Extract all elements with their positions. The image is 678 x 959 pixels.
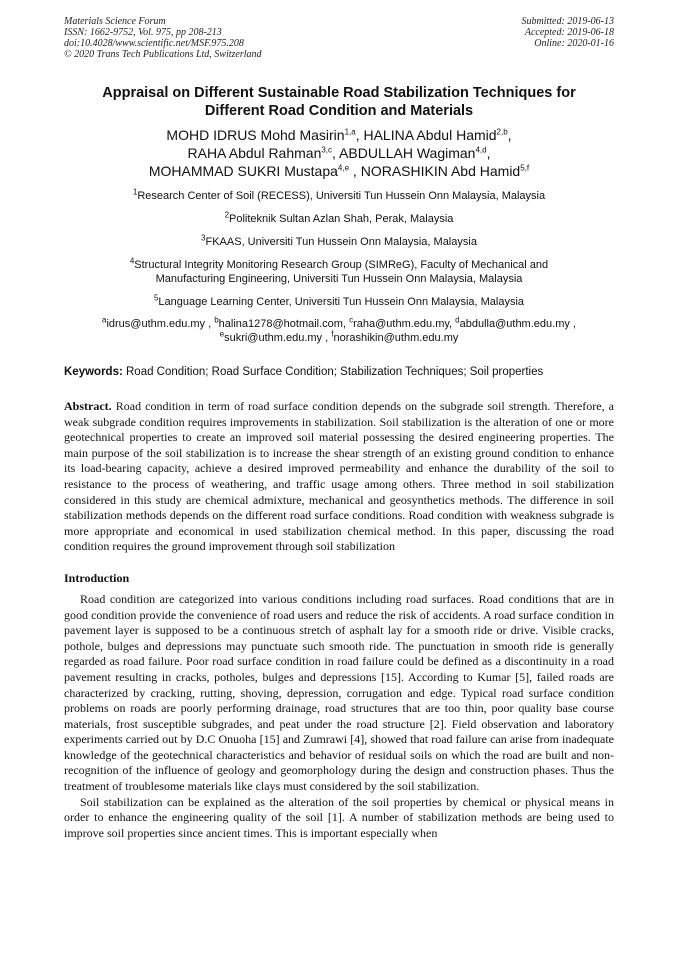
- abstract-label: Abstract.: [64, 399, 112, 413]
- intro-paragraph: Road condition are categorized into various conditions including road surfaces. Road conditions that are in good condition provide the convenience of road users and reduce the risk of accidents. A road surface condition in pavement layer is supposed to be a continuous stretch of asphalt lay for a smooth ride or drive. Visible cracks, pothole, bulges and depressions may punctuate such smooth ride. The punctuation in smooth ride is generally regarded as road failure. Poor road surface condition in road failure could be defined as a discontinuity in a road pavement resulting in cracks, potholes, bulges and depressions [15]. According to Kumar [5], failed roads are characterized by cracking, rutting, shoving, depression, corrugation and edge. Typical road surface condition problems on roads are poorly performing drainage, road structures that are too thin, poor quality base course materials, frost susceptible subgrades, and peat under the road structure [2]. Field observation and laboratory experiments carried out by D.C Onuoha [15] and Zumrawi [4], showed that road failure can arise from inadequate knowledge of the geotechnical characteristics and behavior of residual soils on which the road are built and non-recognition of the influence of geology and geomorphology during the design and construction phases. Thus the treatment of troublesome materials like clays must considered by the soil stabilization.: [64, 591, 614, 794]
- affiliation-text: Politeknik Sultan Azlan Shah, Perak, Malaysia: [229, 213, 454, 225]
- author-name: MOHAMMAD SUKRI Mustapa: [148, 163, 338, 179]
- author-name: RAHA Abdul Rahman: [187, 145, 322, 161]
- author-line: [64, 126, 614, 144]
- author-sup: 5,f: [520, 163, 530, 173]
- author-sup: 2,b: [496, 127, 508, 137]
- email-line: [64, 331, 614, 345]
- journal-header: [64, 16, 614, 60]
- author-sup: 3,c: [321, 145, 333, 155]
- email-address: raha@uthm.edu.my: [353, 318, 450, 330]
- email-address: abdulla@uthm.edu.my: [459, 318, 570, 330]
- author-line: [64, 162, 614, 180]
- author-name: ABDULLAH Wagiman: [339, 145, 476, 161]
- affiliation-text: Research Center of Soil (RECESS), Universiti Tun Hussein Onn Malaysia, Malaysia: [137, 190, 546, 202]
- affiliation-sup: 5: [153, 293, 159, 303]
- email-sup: e: [219, 329, 225, 339]
- section-heading-introduction: Introduction: [64, 570, 130, 585]
- accepted-date: Accepted: 2019-06-18: [524, 27, 614, 38]
- email-address: halina1278@hotmail.com: [218, 318, 343, 330]
- author-sup: 4,e: [337, 163, 350, 173]
- affiliation-text: Language Learning Center, Universiti Tun Hussein Onn Malaysia, Malaysia: [158, 296, 525, 308]
- affiliation-line: Manufacturing Engineering, Universiti Tun Hussein Onn Malaysia, Malaysia: [155, 273, 523, 285]
- affiliation-text: FKAAS, Universiti Tun Hussein Onn Malaysia, Malaysia: [205, 236, 477, 248]
- author-sup: 4,d: [475, 145, 487, 155]
- email-list: [64, 317, 614, 345]
- affiliation-sup: 4: [129, 256, 135, 266]
- affiliation-line: [64, 258, 614, 272]
- paper-title-line: Appraisal on Different Sustainable Road Stabilization Techniques for: [102, 85, 576, 101]
- email-sep: ,: [322, 332, 332, 344]
- affiliation-sup: 3: [201, 233, 206, 243]
- submitted-date: Submitted: 2019-06-13: [521, 16, 614, 27]
- online-date: Online: 2020-01-16: [534, 38, 614, 49]
- affiliation: [64, 258, 614, 286]
- author-name: NORASHIKIN Abd Hamid: [360, 163, 521, 179]
- affiliation-text: Structural Integrity Monitoring Research Group (SIMReG), Faculty of Mechanical and: [134, 259, 549, 271]
- keywords-label: Keywords:: [64, 366, 123, 378]
- abstract: [64, 399, 614, 555]
- affiliation: [64, 295, 614, 309]
- author-sep: ,: [349, 163, 361, 179]
- affiliation: [64, 189, 614, 203]
- author-sep: ,: [507, 127, 512, 143]
- journal-info: [64, 16, 262, 60]
- email-sep: ,: [205, 318, 215, 330]
- journal-doi: doi:10.4028/www.scientific.net/MSF.975.208: [64, 38, 244, 49]
- journal-name: Materials Science Forum: [64, 16, 166, 27]
- introduction-body: [64, 592, 614, 842]
- affiliation: [64, 212, 614, 226]
- author-sep: ,: [355, 127, 364, 143]
- author-list: [64, 126, 614, 180]
- paper-title: [64, 84, 614, 120]
- intro-paragraph: Soil stabilization can be explained as the alteration of the soil properties by chemical or physical means in order to enhance the engineering quality of the soil [1]. A number of stabilization methods are being used to improve soil properties since ancient times. This is important especially when: [64, 794, 614, 840]
- author-sep: ,: [332, 145, 340, 161]
- author-name: HALINA Abdul Hamid: [363, 127, 497, 143]
- email-address: norashikin@uthm.edu.my: [333, 332, 459, 344]
- affiliation-sup: 2: [224, 210, 230, 220]
- email-line: [64, 317, 614, 331]
- keywords-text: Road Condition; Road Surface Condition; Stabilization Techniques; Soil properties: [126, 366, 544, 378]
- email-address: idrus@uthm.edu.my: [106, 318, 206, 330]
- email-sep: ,: [449, 318, 456, 330]
- journal-issn: ISSN: 1662-9752, Vol. 975, pp 208-213: [64, 27, 222, 38]
- affiliation: [64, 235, 614, 249]
- email-sep: ,: [569, 318, 576, 330]
- author-sup: 1,a: [344, 127, 356, 137]
- abstract-text: Road condition in term of road surface condition depends on the subgrade soil strength. Therefore, a weak subgrade condition requires improvements in stabilization. Soil stabilization is the alteration of one or more geotechnical properties to create an improved soil material possessing the desired engineering properties. The main purpose of the soil stabilization is to increase the shear strength of an existing ground condition to enhance its load-bearing capacity, achieve a desired improved permeability and enhance the durability of the soil to resistance to the process of weathering, and traffic usage among others. Three method in soil stabilization considered in this study are chemical admixture, mechanical and geosynthetics methods. The difference in soil stabilization methods depends on the different road surface conditions. Road condition with weakness subgrade is more appropriate and economical in used stabilization chemical method. In this paper, discussing the road condition requires the ground improvement through soil stabilization: [64, 399, 614, 554]
- author-sep: ,: [486, 145, 491, 161]
- email-sup: d: [455, 315, 460, 325]
- author-name: MOHD IDRUS Mohd Masirin: [166, 127, 345, 143]
- email-sup: c: [349, 315, 354, 325]
- affiliation-sup: 1: [132, 187, 138, 197]
- email-sup: a: [102, 315, 107, 325]
- email-address: sukri@uthm.edu.my: [224, 332, 323, 344]
- paper-title-line: Different Road Condition and Materials: [204, 103, 474, 119]
- keywords: [64, 365, 614, 379]
- email-sup: b: [214, 315, 219, 325]
- email-sep: ,: [342, 318, 350, 330]
- publication-dates: [522, 16, 615, 60]
- journal-copyright: © 2020 Trans Tech Publications Ltd, Switzerland: [64, 49, 262, 60]
- email-sup: f: [331, 329, 334, 339]
- author-line: [64, 144, 614, 162]
